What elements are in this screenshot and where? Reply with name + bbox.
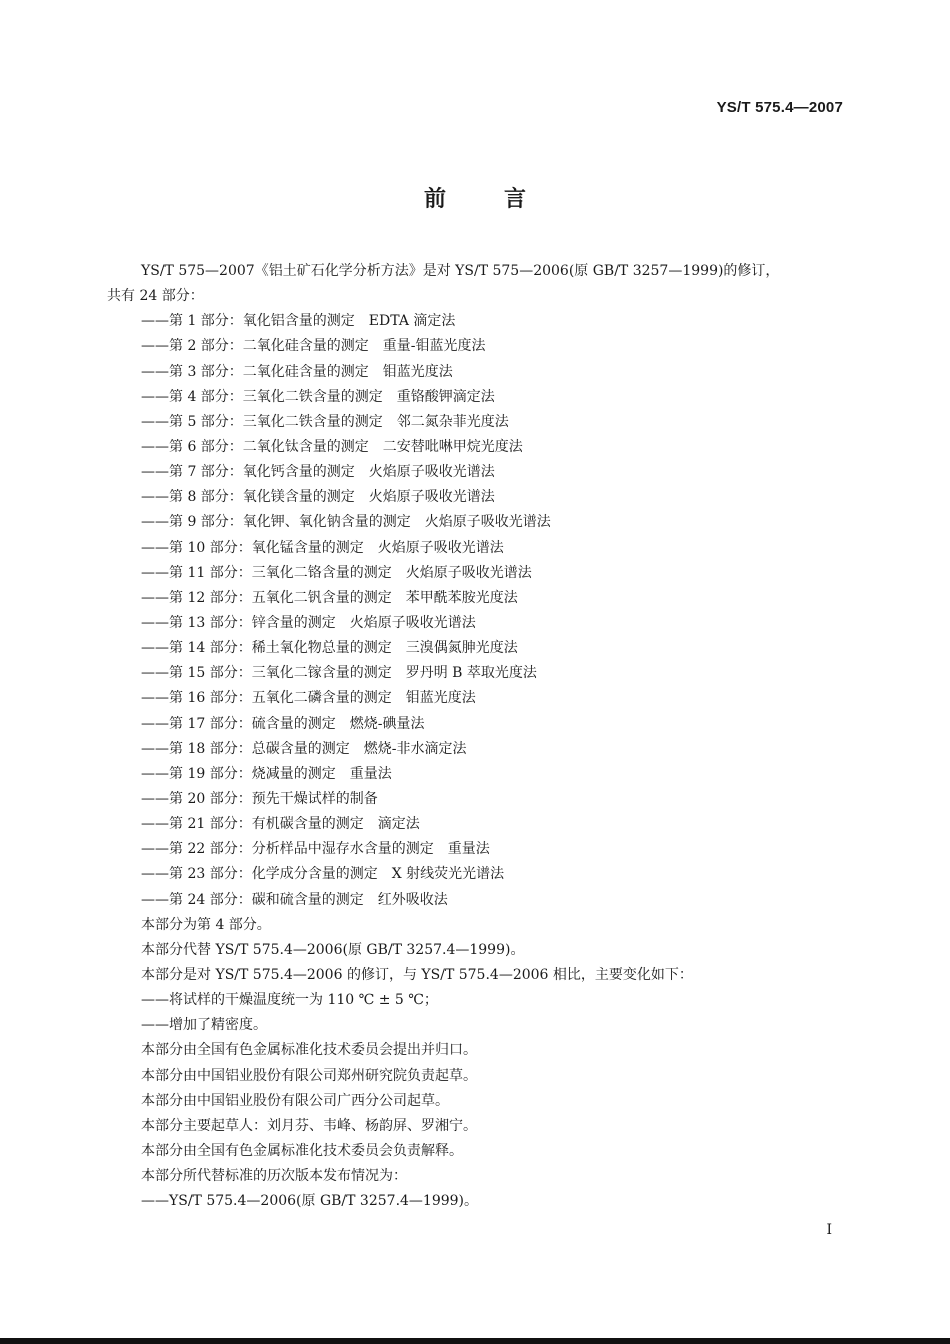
list-item: ——第 23 部分：化学成分含量的测定 X 射线荧光光谱法 bbox=[141, 866, 505, 883]
list-item: ——第 22 部分：分析样品中湿存水含量的测定 重量法 bbox=[141, 841, 490, 858]
page-title: 前言 bbox=[423, 187, 584, 212]
list-item: ——第 11 部分：三氧化二铬含量的测定 火焰原子吸收光谱法 bbox=[141, 564, 532, 581]
list-item: ——第 13 部分：锌含量的测定 火焰原子吸收光谱法 bbox=[141, 614, 476, 631]
statement-paragraphs bbox=[107, 913, 847, 1215]
list-item: ——第 12 部分：五氧化二钒含量的测定 苯甲酰苯胺光度法 bbox=[141, 589, 518, 606]
paragraph: 本部分代替 YS/T 575.4—2006(原 GB/T 3257.4—1999)。 bbox=[141, 941, 525, 958]
list-item: ——第 9 部分：氧化钾、氧化钠含量的测定 火焰原子吸收光谱法 bbox=[141, 514, 551, 531]
paragraph: 本部分为第 4 部分。 bbox=[141, 916, 271, 933]
list-item: ——第 18 部分：总碳含量的测定 燃烧-非水滴定法 bbox=[141, 740, 467, 757]
paragraph: 本部分由全国有色金属标准化技术委员会负责解释。 bbox=[141, 1142, 463, 1159]
list-item: ——第 4 部分：三氧化二铁含量的测定 重铬酸钾滴定法 bbox=[141, 388, 495, 405]
list-item: ——第 17 部分：硫含量的测定 燃烧-碘量法 bbox=[141, 715, 425, 732]
list-item: ——第 5 部分：三氧化二铁含量的测定 邻二氮杂菲光度法 bbox=[141, 413, 509, 430]
list-item: ——第 21 部分：有机碳含量的测定 滴定法 bbox=[141, 816, 420, 833]
list-item: ——第 1 部分：氧化铝含量的测定 EDTA 滴定法 bbox=[141, 313, 456, 330]
paragraph: ——将试样的干燥温度统一为 110 ℃ ± 5 ℃； bbox=[141, 992, 438, 1009]
intro-line-2: 共有 24 部分： bbox=[107, 288, 204, 305]
standard-number: YS/T 575.4—2007 bbox=[716, 99, 843, 116]
paragraph: 本部分所代替标准的历次版本发布情况为： bbox=[141, 1168, 407, 1185]
document-body bbox=[107, 259, 847, 1214]
paragraph: 本部分主要起草人：刘月芬、韦峰、杨韵屏、罗湘宁。 bbox=[141, 1117, 477, 1134]
bottom-border bbox=[0, 1338, 950, 1344]
list-item: ——第 2 部分：二氧化硅含量的测定 重量-钼蓝光度法 bbox=[141, 338, 486, 355]
list-item: ——第 6 部分：二氧化钛含量的测定 二安替吡啉甲烷光度法 bbox=[141, 438, 523, 455]
list-item: ——第 24 部分：碳和硫含量的测定 红外吸收法 bbox=[141, 891, 448, 908]
paragraph: 本部分由中国铝业股份有限公司广西分公司起草。 bbox=[141, 1092, 449, 1109]
list-item: ——第 10 部分：氧化锰含量的测定 火焰原子吸收光谱法 bbox=[141, 539, 504, 556]
paragraph: 本部分由中国铝业股份有限公司郑州研究院负责起草。 bbox=[141, 1067, 477, 1084]
list-item: ——第 14 部分：稀土氧化物总量的测定 三溴偶氮胂光度法 bbox=[141, 640, 518, 657]
list-item: ——第 20 部分：预先干燥试样的制备 bbox=[141, 790, 378, 807]
list-item: ——第 16 部分：五氧化二磷含量的测定 钼蓝光度法 bbox=[141, 690, 476, 707]
list-item: ——第 8 部分：氧化镁含量的测定 火焰原子吸收光谱法 bbox=[141, 489, 495, 506]
list-item: ——第 7 部分：氧化钙含量的测定 火焰原子吸收光谱法 bbox=[141, 464, 495, 481]
paragraph: 本部分由全国有色金属标准化技术委员会提出并归口。 bbox=[141, 1042, 477, 1059]
list-item: ——第 3 部分：二氧化硅含量的测定 钼蓝光度法 bbox=[141, 363, 453, 380]
parts-list bbox=[107, 309, 847, 912]
paragraph: ——YS/T 575.4—2006(原 GB/T 3257.4—1999)。 bbox=[141, 1193, 479, 1210]
paragraph: ——增加了精密度。 bbox=[141, 1017, 267, 1034]
list-item: ——第 15 部分：三氧化二镓含量的测定 罗丹明 B 萃取光度法 bbox=[141, 665, 537, 682]
paragraph: 本部分是对 YS/T 575.4—2006 的修订，与 YS/T 575.4—2006 相比，主要变化如下： bbox=[141, 966, 693, 983]
page-number: I bbox=[826, 1222, 832, 1238]
intro-line-1: YS/T 575—2007《铝土矿石化学分析方法》是对 YS/T 575—2006(原 GB/T 3257—1999)的修订， bbox=[141, 263, 780, 279]
list-item: ——第 19 部分：烧减量的测定 重量法 bbox=[141, 765, 392, 782]
